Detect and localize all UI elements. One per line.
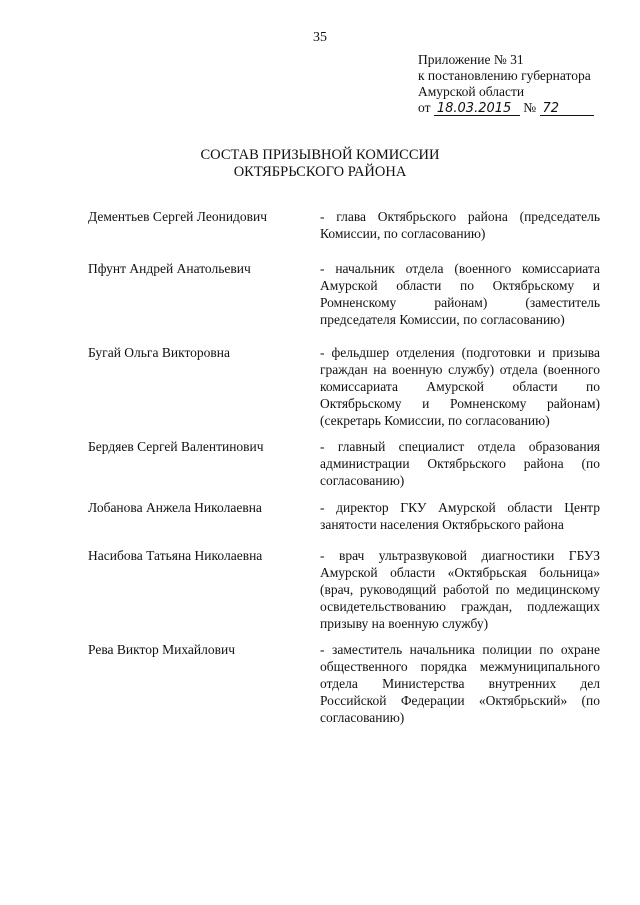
member-role: - врач ультразвуковой диагностики ГБУЗ Амурской области «Октябрьская больница» (врач, руководящий работой по медицинскому освидетельствованию граждан, подлежащих призыву на военную службу) [320,548,600,631]
member-name: Рева Виктор Михайлович [88,642,235,657]
member-row [88,438,600,499]
page-number: 35 [313,30,327,45]
member-name: Пфунт Андрей Анатольевич [88,261,251,276]
member-role: - глава Октябрьского района (председатель Комиссии, по согласованию) [320,209,600,241]
member-role: - директор ГКУ Амурской области Центр занятости населения Октябрьского района [320,500,600,532]
member-row [88,499,600,547]
member-role: - заместитель начальника полиции по охране общественного порядка межмуниципального отдела Министерства внутренних дел Российской Федерации «Октябрьский» (по согласованию) [320,642,600,725]
number-prefix: № [523,100,537,115]
member-name: Лобанова Анжела Николаевна [88,500,262,515]
appendix-date-line [418,100,594,116]
title-line-2: ОКТЯБРЬСКОГО РАЙОНА [233,164,407,180]
member-row [88,641,600,726]
handwritten-date: 18.03.2015 [434,102,520,116]
member-role: - главный специалист отдела образования администрации Октябрьского района (по согласованию) [320,439,600,488]
member-row [88,208,600,260]
appendix-header [418,52,594,116]
member-row [88,547,600,641]
member-role: - начальник отдела (военного комиссариата Амурской области по Октябрьскому и Ромненскому районам) (заместитель председателя Комиссии, по согласованию) [320,261,600,327]
title-line-1: СОСТАВ ПРИЗЫВНОЙ КОМИССИИ [200,147,440,163]
commission-members [88,208,600,726]
appendix-reference: к постановлению губернатора [418,68,591,83]
member-role: - фельдшер отделения (подготовки и призыва граждан на военную службу) отдела (военного комиссариата Амурской области по Октябрьскому и Ромненскому районам) (секретарь Комиссии, по согласованию) [320,345,600,428]
member-name: Дементьев Сергей Леонидович [88,209,268,224]
date-prefix: от [418,100,431,115]
appendix-title: Приложение № 31 [418,52,524,67]
member-row [88,344,600,438]
member-name: Бугай Ольга Викторовна [88,345,231,360]
member-row [88,260,600,344]
handwritten-number: 72 [540,102,594,116]
member-name: Насибова Татьяна Николаевна [88,548,263,563]
appendix-region: Амурской области [418,84,525,99]
document-title [0,147,640,181]
member-name: Бердяев Сергей Валентинович [88,439,264,454]
